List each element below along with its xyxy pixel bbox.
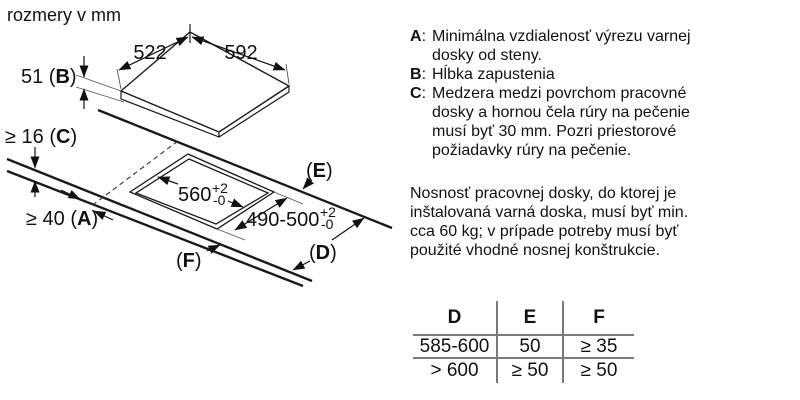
table-cell-d1: 585-600 — [413, 336, 496, 359]
note-b-line: Hĺbka zapustenia — [432, 66, 555, 83]
note-a: A: Minimálna vzdialenosť výrezu varnej dosky od steny. — [410, 27, 770, 65]
load-capacity-note — [410, 184, 780, 260]
label-E: (E) — [306, 160, 333, 182]
dim-592: 592 — [224, 42, 258, 64]
dim-490-500: 490-500+2 -0 — [246, 204, 336, 232]
table-header-f: F — [562, 301, 634, 336]
note-c-line: musí byť 30 mm. Pozri priestorové — [432, 123, 677, 140]
table-cell-e1: 50 — [496, 336, 562, 359]
table-header-e: E — [496, 301, 562, 336]
note-c-line: Medzera medzi povrchom pracovné — [432, 85, 687, 102]
note-a-letter: A — [410, 28, 422, 45]
note-a-line: dosky od steny. — [432, 47, 542, 64]
load-note-line: cca 60 kg; v prípade potreby musí byť — [410, 223, 679, 240]
dim-522: 522 — [133, 42, 167, 64]
legend-notes — [410, 27, 770, 160]
dimension-table — [413, 301, 634, 383]
label-F: (F) — [176, 250, 202, 272]
dim-560: 560+2 -0 — [178, 180, 228, 208]
load-note-line: Nosnosť pracovnej dosky, do ktorej je — [410, 185, 677, 202]
note-c: C: Medzera medzi povrchom pracovné dosky a hornou čela rúry na pečenie musí byť 30 mm. Pozri priestorové požiadavky rúry na pečenie. — [410, 84, 770, 160]
label-D: (D) — [309, 242, 337, 264]
table-cell-f2: ≥ 50 — [562, 359, 634, 383]
note-b-letter: B — [410, 66, 422, 83]
installation-diagram — [0, 0, 405, 298]
note-c-letter: C — [410, 85, 422, 102]
note-c-line: požiadavky rúry na pečenie. — [432, 142, 632, 159]
dim-16-C: ≥ 16 (C) — [5, 126, 78, 148]
note-c-line: dosky a hornou čela rúry na pečenie — [432, 104, 690, 121]
table-cell-e2: ≥ 50 — [496, 359, 562, 383]
table-header-d: D — [413, 301, 496, 336]
dim-40-A: ≥ 40 (A) — [26, 208, 99, 230]
load-note-line: inštalovaná varná doska, musí byť min. — [410, 204, 689, 221]
table-cell-d2: > 600 — [430, 360, 479, 381]
dim-51-B: 51 (B) — [21, 66, 77, 88]
load-note-line: použité vhodné nosnej konštrukcie. — [410, 242, 660, 259]
note-b: B: Hĺbka zapustenia — [410, 65, 770, 84]
note-a-line: Minimálna vzdialenosť výrezu varnej — [432, 28, 691, 45]
page-title: rozmery v mm — [7, 5, 121, 25]
table-cell-f1: ≥ 35 — [562, 336, 634, 359]
